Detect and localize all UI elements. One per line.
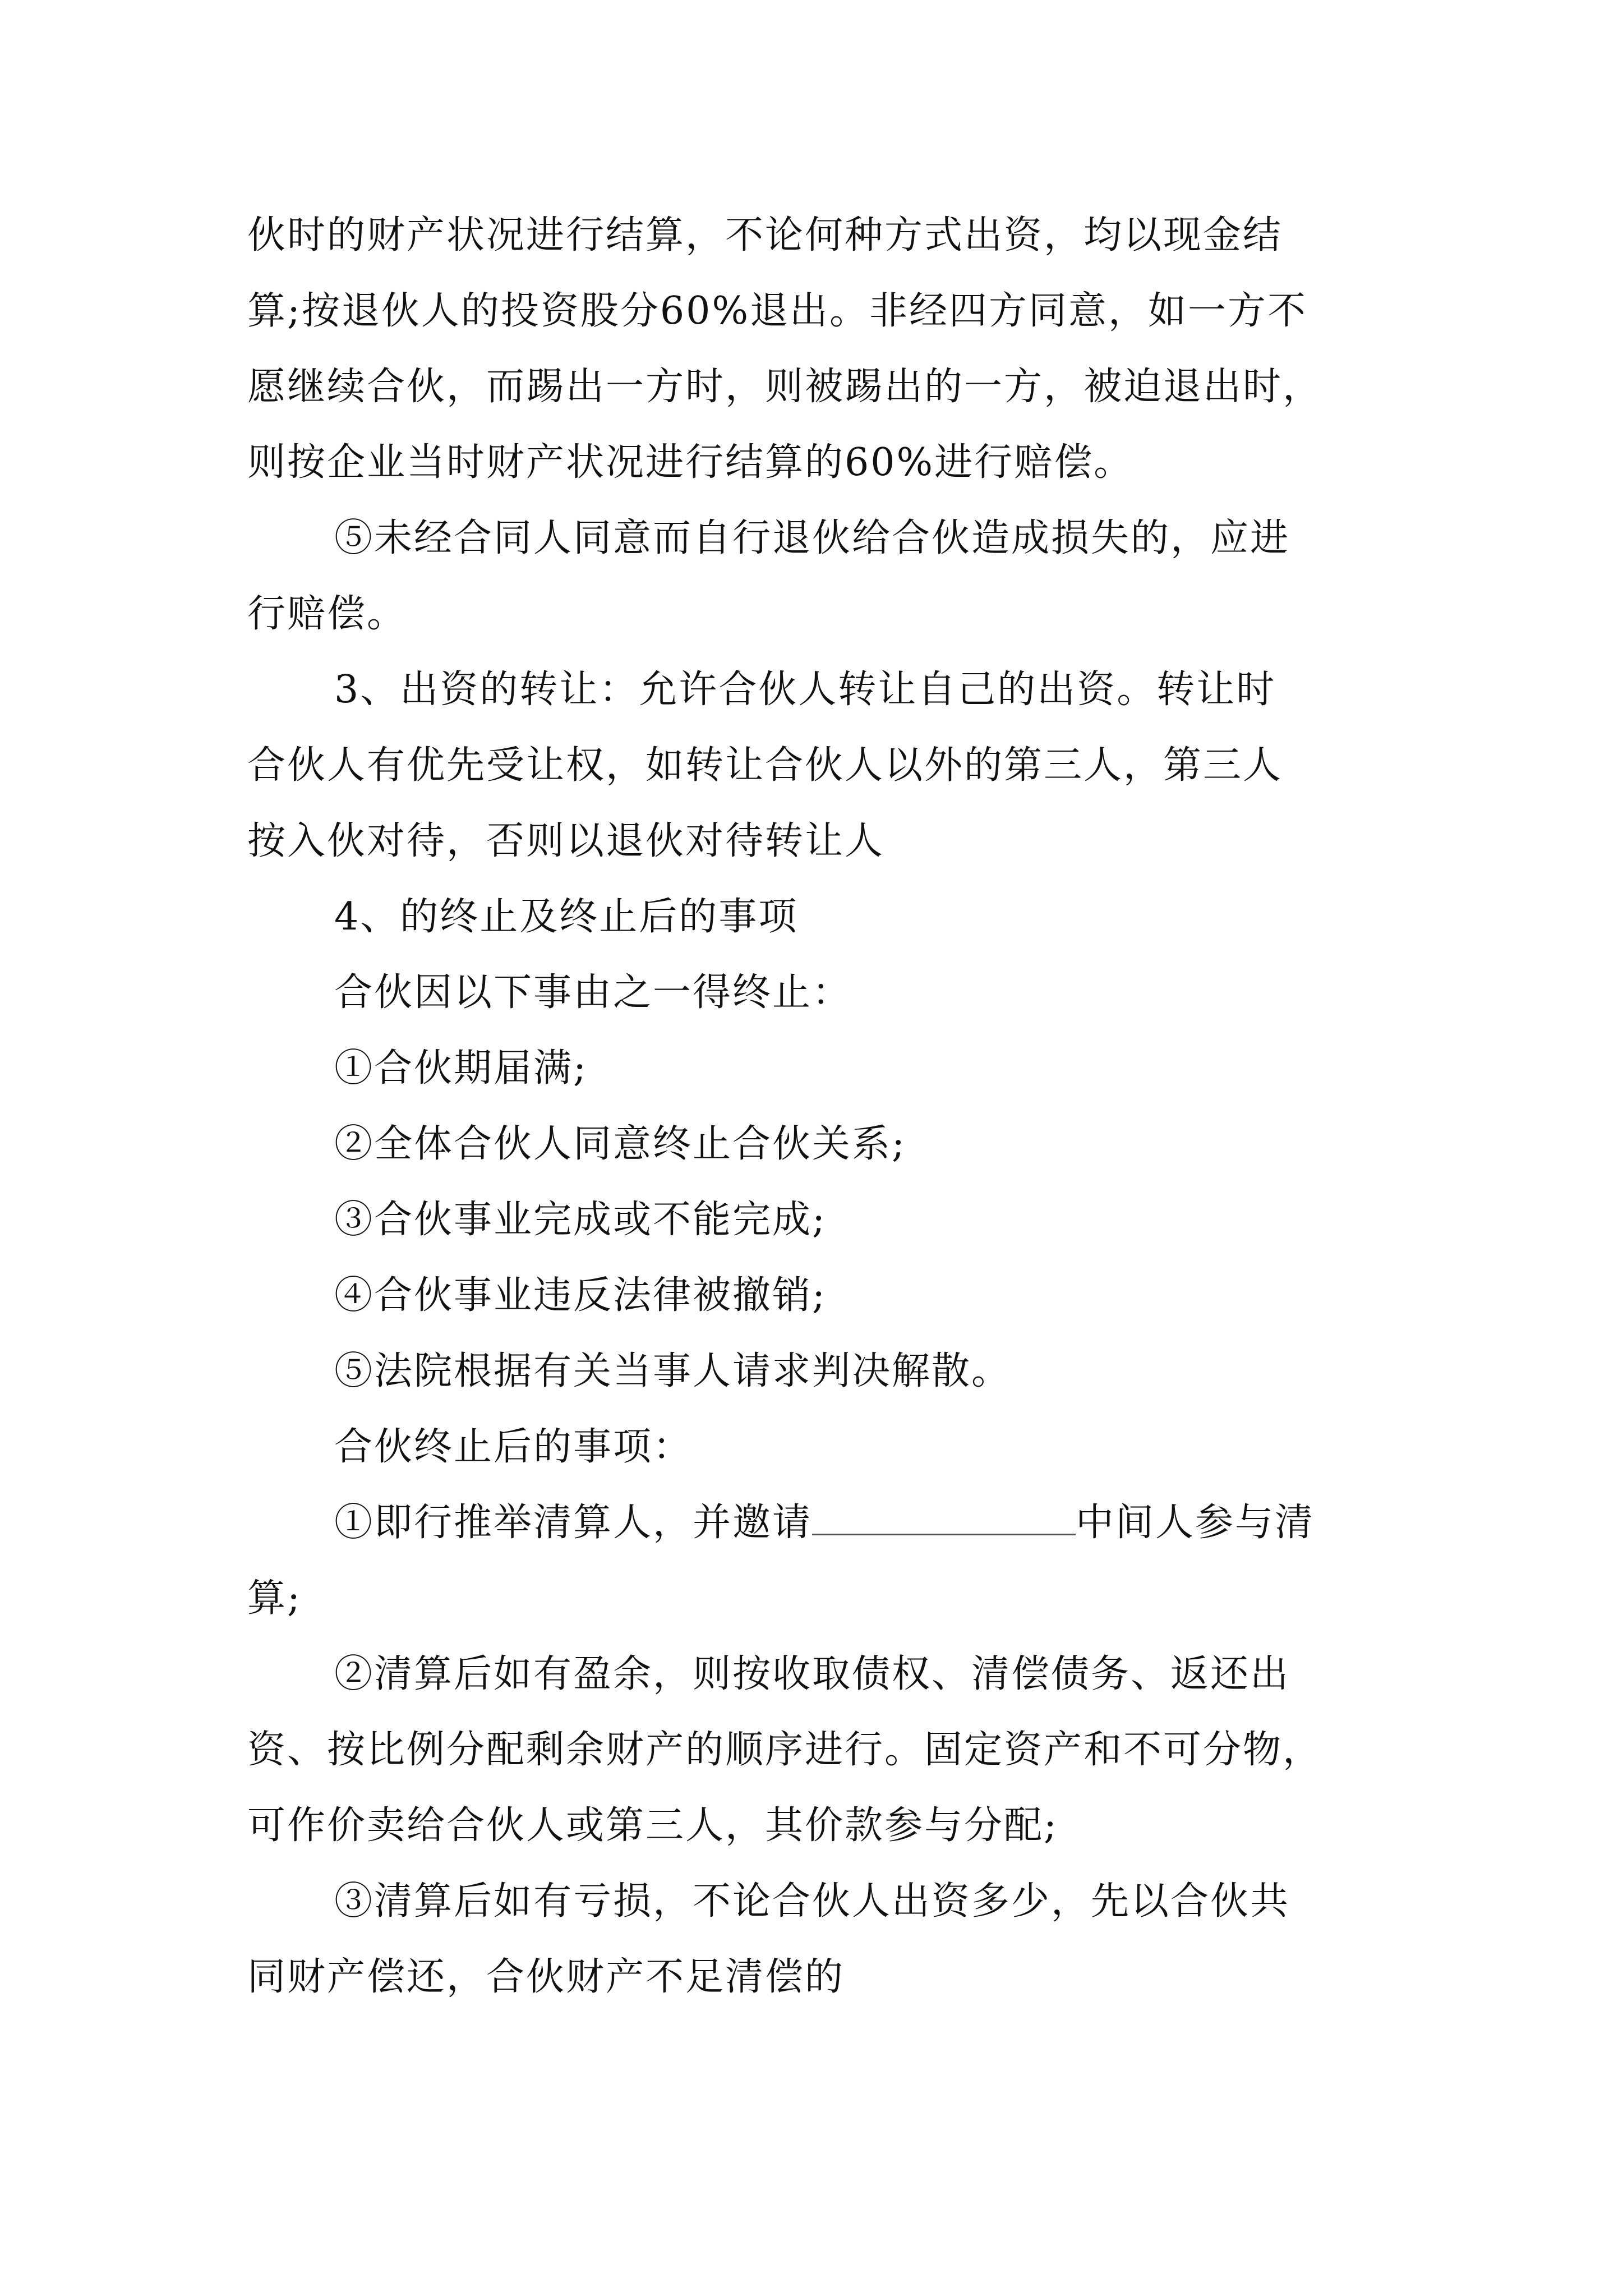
paragraph-line: 同财产偿还，合伙财产不足清偿的 — [247, 1955, 845, 1999]
paragraph-line: 算;按退伙人的投资股分60%退出。非经四方同意，如一方不 — [247, 289, 1308, 333]
list-item: ⑤法院根据有关当事人请求判决解散。 — [334, 1349, 1012, 1393]
paragraph-line: 行赔偿。 — [247, 592, 407, 636]
paragraph-line: 3、出资的转让：允许合伙人转让自己的出资。转让时 — [334, 668, 1276, 712]
paragraph-line: ⑤未经合同人同意而自行退伙给合伙造成损失的，应进 — [334, 516, 1290, 560]
paragraph-line: 合伙人有优先受让权，如转让合伙人以外的第三人，第三人 — [247, 743, 1283, 788]
paragraph-line: 愿继续合伙，而踢出一方时，则被踢出的一方，被迫退出时， — [247, 365, 1323, 409]
paragraph-line: 按入伙对待，否则以退伙对待转让人 — [247, 819, 885, 863]
paragraph-line-with-blank — [334, 1498, 1315, 1548]
paragraph-line: 可作价卖给合伙人或第三人，其价款参与分配; — [247, 1803, 1058, 1848]
list-item: ①合伙期届满; — [334, 1046, 588, 1091]
line-text-before-blank: ①即行推举清算人，并邀请 — [334, 1501, 813, 1545]
paragraph-line: 合伙因以下事由之一得终止： — [334, 970, 852, 1015]
fill-in-blank — [812, 1501, 1076, 1535]
paragraph-line: ③清算后如有亏损，不论合伙人出资多少，先以合伙共 — [334, 1879, 1290, 1924]
list-item: ②全体合伙人同意终止合伙关系; — [334, 1122, 906, 1166]
paragraph-line: 则按企业当时财产状况进行结算的60%进行赔偿。 — [247, 440, 1134, 485]
paragraph-line: ②清算后如有盈余，则按收取债权、清偿债务、返还出 — [334, 1652, 1290, 1696]
paragraph-line: 算; — [247, 1576, 302, 1621]
section-heading: 4、的终止及终止后的事项 — [334, 895, 799, 939]
paragraph-line: 伙时的财产状况进行结算，不论何种方式出资，均以现金结 — [247, 213, 1283, 257]
paragraph-line: 合伙终止后的事项： — [334, 1425, 693, 1469]
line-text-after-blank: 中间人参与清 — [1076, 1501, 1315, 1545]
list-item: ④合伙事业违反法律被撤销; — [334, 1273, 827, 1318]
paragraph-line: 资、按比例分配剩余财产的顺序进行。固定资产和不可分物， — [247, 1728, 1323, 1772]
list-item: ③合伙事业完成或不能完成; — [334, 1198, 827, 1242]
